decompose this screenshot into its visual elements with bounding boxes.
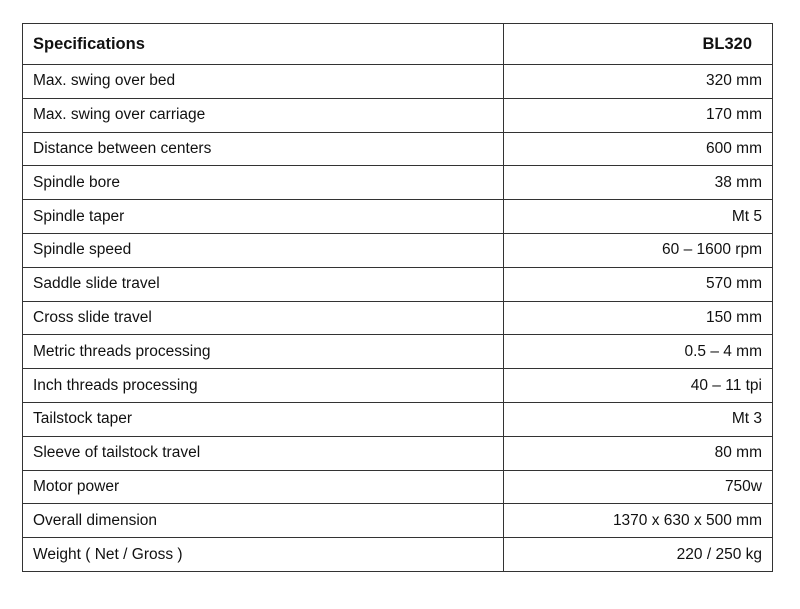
row-label: Max. swing over carriage: [23, 98, 504, 132]
header-specifications: Specifications: [23, 24, 504, 65]
row-value: 0.5 – 4 mm: [504, 335, 773, 369]
row-label: Tailstock taper: [23, 402, 504, 436]
row-label: Spindle bore: [23, 166, 504, 200]
table-row: [23, 166, 773, 200]
row-value: 150 mm: [504, 301, 773, 335]
header-model: BL320: [504, 24, 773, 65]
row-label: Spindle taper: [23, 200, 504, 234]
row-label: Sleeve of tailstock travel: [23, 436, 504, 470]
table-row: [23, 65, 773, 99]
row-label: Inch threads processing: [23, 369, 504, 403]
table-row: [23, 200, 773, 234]
row-value: Mt 3: [504, 402, 773, 436]
row-value: 38 mm: [504, 166, 773, 200]
table-row: [23, 301, 773, 335]
row-value: Mt 5: [504, 200, 773, 234]
row-value: 320 mm: [504, 65, 773, 99]
row-label: Motor power: [23, 470, 504, 504]
table-row: [23, 267, 773, 301]
table-row: [23, 132, 773, 166]
table-row: [23, 470, 773, 504]
table-row: [23, 402, 773, 436]
row-label: Max. swing over bed: [23, 65, 504, 99]
row-value: 40 – 11 tpi: [504, 369, 773, 403]
table-row: [23, 436, 773, 470]
table-header-row: [23, 24, 773, 65]
row-label: Overall dimension: [23, 504, 504, 538]
table-row: [23, 504, 773, 538]
table-row: [23, 233, 773, 267]
table-row: [23, 335, 773, 369]
row-value: 1370 x 630 x 500 mm: [504, 504, 773, 538]
table-row: [23, 369, 773, 403]
specifications-table: [22, 23, 773, 572]
row-label: Cross slide travel: [23, 301, 504, 335]
row-label: Distance between centers: [23, 132, 504, 166]
row-value: 570 mm: [504, 267, 773, 301]
row-label: Spindle speed: [23, 233, 504, 267]
row-label: Metric threads processing: [23, 335, 504, 369]
table-row: [23, 98, 773, 132]
row-value: 750w: [504, 470, 773, 504]
row-value: 220 / 250 kg: [504, 538, 773, 572]
row-label: Saddle slide travel: [23, 267, 504, 301]
row-label: Weight ( Net / Gross ): [23, 538, 504, 572]
row-value: 600 mm: [504, 132, 773, 166]
row-value: 170 mm: [504, 98, 773, 132]
table-row: [23, 538, 773, 572]
row-value: 60 – 1600 rpm: [504, 233, 773, 267]
row-value: 80 mm: [504, 436, 773, 470]
